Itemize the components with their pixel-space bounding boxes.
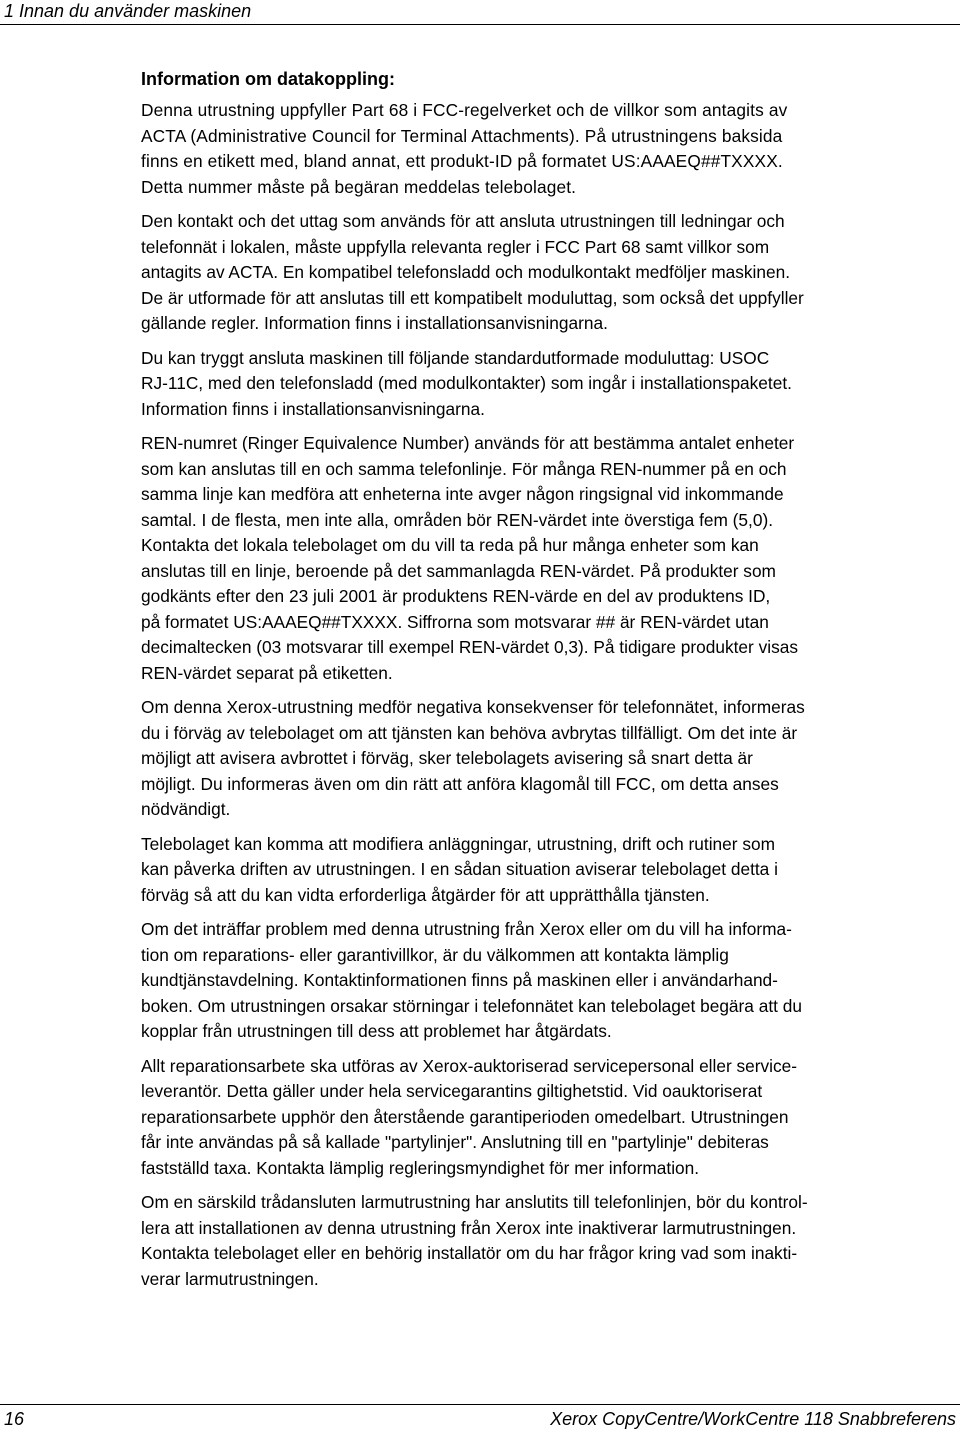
running-header: 1 Innan du använder maskinen (4, 1, 252, 21)
paragraph-datakoppling: Denna utrustning uppfyller Part 68 i FCC-regelverket och de villkor som antagits av ACTA (Administrative Council for Terminal Attachments). På utrustningens baksida finns en etikett med, bland annat, ett produkt-ID på formatet US:AAAEQ##TXXXX. Detta nummer måste på begäran meddelas telebolaget. (141, 100, 788, 197)
paragraph-modifiera-anlaggningar: Telebolaget kan komma att modifiera anläggningar, utrustning, drift och rutiner som kan påverka driften av utrustningen. I en sådan situation aviserar telebolaget detta i förväg så att du kan vidta erforderliga åtgärder för att upprätthålla tjänsten. (141, 833, 778, 905)
paragraph-negativa-konsekvenser: Om denna Xerox-utrustning medför negativa konsekvenser för telefonnätet, informeras du i förväg av telebolaget om att tjänsten kan behöva avbrytas tillfälligt. Om det inte är möjligt att avisera avbrottet i förväg, sker telebolagets avisering så snart detta är möjligt. Du informeras även om din rätt att anföra klagomål till FCC, om detta anses nödvändigt. (141, 697, 805, 819)
header-rule (0, 24, 960, 25)
paragraph-moduluttag: Du kan tryggt ansluta maskinen till följande standardutformade moduluttag: USOC RJ-11C, med den telefonsladd (med modulkontakter) som ingår i installationspaketet. Information finns i installationsanvisningarna. (141, 347, 792, 419)
paragraph-ren-nummer: REN-numret (Ringer Equivalence Number) används för att bestämma antalet enheter som kan anslutas till en och samma telefonlinje. För många REN-nummer på en och samma linje kan medföra att enheterna inte avger någon ringsignal vid inkommande samtal. I de flesta, men inte alla, områden bör REN-värdet inte överstiga fem (5,0). Kontakta det lokala telebolaget om du vill ta reda på hur många enheter som kan anslutas till en linje, beroende på det sammanlagda REN-värdet. På produkter som godkänts efter den 23 juli 2001 är produktens REN-värde en del av produktens ID, på formatet US:AAAEQ##TXXXX. Siffrorna som motsvarar ## är REN-värdet utan decimaltecken (03 motsvarar till exempel REN-värdet 0,3). På tidigare produkter visas REN-värdet separat på etiketten. (141, 433, 798, 683)
page-content (141, 66, 956, 1301)
page-number: 16 (4, 1409, 25, 1429)
footer-rule (0, 1404, 960, 1405)
paragraph-kontakt-uttag: Den kontakt och det uttag som används för att ansluta utrustningen till ledningar och telefonnät i lokalen, måste uppfylla relevanta regler i FCC Part 68 samt villkor som antagits av ACTA. En kompatibel telefonsladd och modulkontakt medföljer maskinen. De är utformade för att anslutas till ett kompatibelt moduluttag, som också det uppfyller gällande regler. Information finns i installationsanvisningarna. (141, 211, 804, 333)
book-title: Xerox CopyCentre/WorkCentre 118 Snabbreferens (550, 1409, 956, 1429)
paragraph-reparationsarbete: Allt reparationsarbete ska utföras av Xerox-auktoriserad servicepersonal eller service- leverantör. Detta gäller under hela servicegarantins giltighetstid. Vid oauktoriserat reparationsarbete upphör den återstående garantiperioden omedelbart. Utrustningen får inte användas på så kallade "partylinjer". Anslutning till en "partylinje" debiteras fastställd taxa. Kontakta lämplig regleringsmyndighet för mer information. (141, 1055, 798, 1178)
paragraph-problem-reparation: Om det inträffar problem med denna utrustning från Xerox eller om du vill ha informa- tion om reparations- eller garantivillkor, är du välkommen att kontakta lämplig kundtjänstavdelning. Kontaktinformationen finns på maskinen eller i användarhand- boken. Om utrustningen orsakar störningar i telefonnätet kan telebolaget begära att du kopplar från utrustningen till dess att problemet har åtgärdats. (141, 919, 802, 1041)
paragraph-larmutrustning: Om en särskild trådansluten larmutrustning har anslutits till telefonlinjen, bör du kontrol- lera att installationen av denna utrustning från Xerox inte inaktiverar larmutrustningen. Kontakta telebolaget eller en behörig installatör om du har frågor kring vad som inakti- verar larmutrustningen. (141, 1192, 808, 1289)
section-heading: Information om datakoppling: (141, 69, 395, 89)
